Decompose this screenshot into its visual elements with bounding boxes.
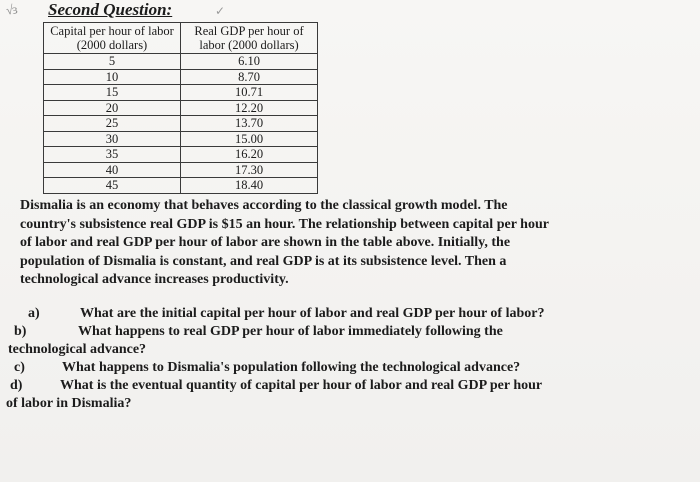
- capital-cell: 20: [44, 100, 181, 116]
- question-label: d): [10, 378, 23, 393]
- gdp-cell: 15.00: [181, 131, 318, 147]
- column-header-gdp: Real GDP per hour of labor (2000 dollars): [181, 23, 318, 54]
- gdp-cell: 13.70: [181, 116, 318, 132]
- table-row: [44, 178, 318, 194]
- problem-description: [20, 197, 660, 290]
- gdp-cell: 10.71: [181, 85, 318, 101]
- capital-cell: 10: [44, 69, 181, 85]
- capital-cell: 35: [44, 147, 181, 163]
- description-line: technological advance increases productivity.: [20, 272, 289, 287]
- table-row: [44, 147, 318, 163]
- question-text: What is the eventual quantity of capital per hour of labor and real GDP per hour: [60, 378, 543, 393]
- table-row: [44, 69, 318, 85]
- gdp-cell: 6.10: [181, 54, 318, 70]
- handwritten-mark: √ɜ: [4, 1, 18, 18]
- capital-cell: 5: [44, 54, 181, 70]
- table-header-row: [44, 23, 318, 54]
- question-d: [10, 377, 542, 395]
- gdp-cell: 18.40: [181, 178, 318, 194]
- column-header-capital: Capital per hour of labor (2000 dollars): [44, 23, 181, 54]
- gdp-cell: 16.20: [181, 147, 318, 163]
- description-line: country's subsistence real GDP is $15 an hour. The relationship between capital per hour: [20, 216, 549, 232]
- description-line: population of Dismalia is constant, and real GDP is at its subsistence level. Then a: [20, 253, 507, 269]
- question-text: What happens to real GDP per hour of labor immediately following the: [78, 324, 503, 339]
- capital-gdp-table: [43, 22, 318, 194]
- question-c: [14, 359, 520, 377]
- table-row: [44, 85, 318, 101]
- description-line: of labor and real GDP per hour of labor are shown in the table above. Initially, the: [20, 235, 511, 250]
- question-b: [14, 323, 503, 341]
- question-label: c): [14, 360, 25, 375]
- capital-cell: 15: [44, 85, 181, 101]
- table-row: [44, 131, 318, 147]
- question-label: a): [28, 306, 40, 321]
- question-b-continued: technological advance?: [8, 342, 147, 357]
- table-row: [44, 100, 318, 116]
- capital-cell: 40: [44, 162, 181, 178]
- gdp-cell: 12.20: [181, 100, 318, 116]
- question-text: What are the initial capital per hour of labor and real GDP per hour of labor?: [80, 306, 545, 321]
- question-heading: Second Question:: [48, 0, 173, 19]
- table-row: [44, 116, 318, 132]
- capital-cell: 45: [44, 178, 181, 194]
- capital-cell: 25: [44, 116, 181, 132]
- capital-cell: 30: [44, 131, 181, 147]
- question-text: What happens to Dismalia's population following the technological advance?: [62, 360, 521, 375]
- gdp-cell: 17.30: [181, 162, 318, 178]
- table-row: [44, 162, 318, 178]
- check-mark-icon: ✓: [215, 4, 226, 18]
- gdp-cell: 8.70: [181, 69, 318, 85]
- question-d-continued: of labor in Dismalia?: [6, 396, 132, 411]
- table-row: [44, 54, 318, 70]
- description-line: Dismalia is an economy that behaves according to the classical growth model. The: [20, 198, 508, 213]
- question-a: [28, 305, 545, 323]
- question-label: b): [14, 324, 27, 339]
